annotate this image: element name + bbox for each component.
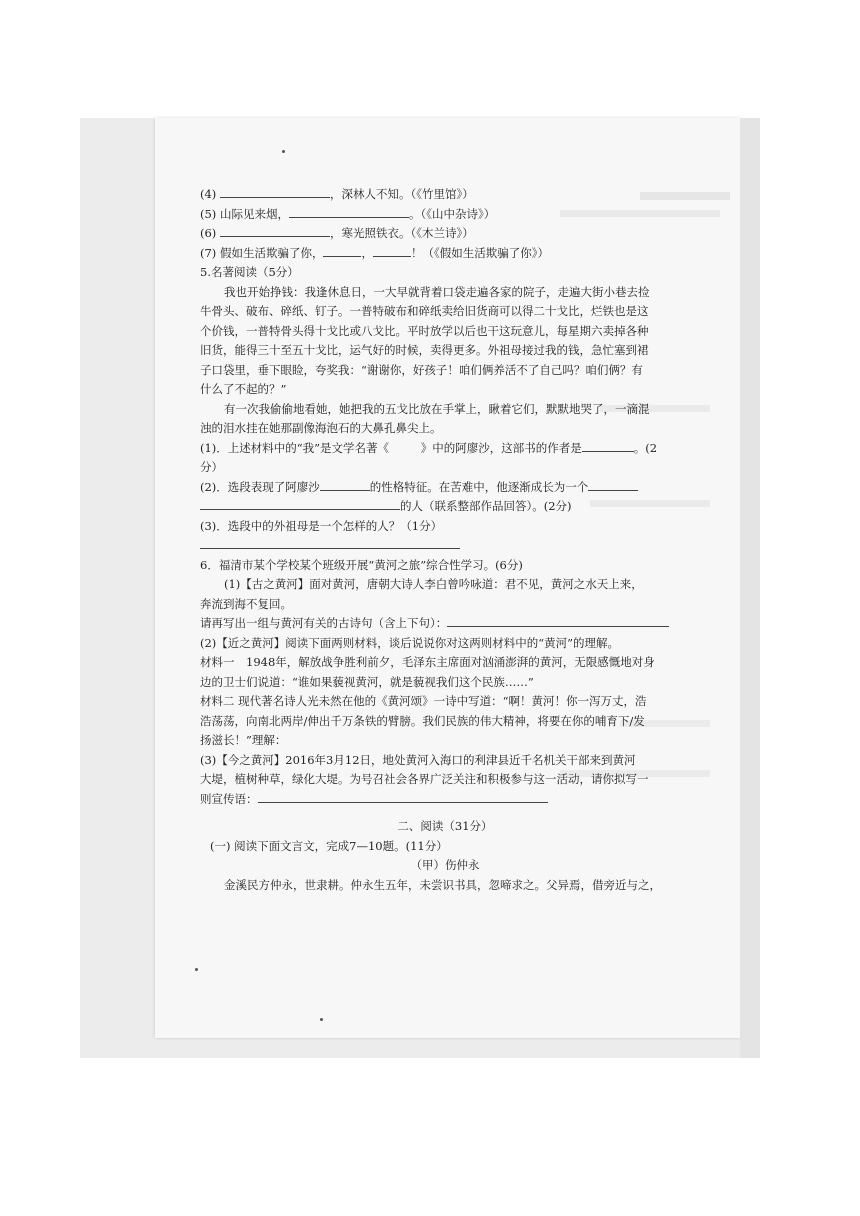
exam-content bbox=[200, 185, 690, 895]
answer-blank[interactable] bbox=[447, 614, 669, 627]
item-text: ， bbox=[361, 245, 373, 260]
fill-item-5 bbox=[200, 205, 690, 225]
answer-blank[interactable] bbox=[220, 224, 330, 237]
question-5-2 bbox=[200, 478, 690, 498]
passage-line: 子口袋里，垂下眼睑，夸奖我：“谢谢你，好孩子！咱们俩养活不了自己吗？咱们俩？有 bbox=[200, 362, 643, 377]
passage-line: 牛骨头、破布、碎纸、钉子。一普特破布和碎纸卖给旧货商可以得二十戈比，烂铁也是这 bbox=[200, 304, 649, 318]
answer-blank[interactable] bbox=[373, 244, 411, 257]
passage-line: 我也开始挣钱：我逢休息日，一大早就背着口袋走遍各家的院子，走遍大街小巷去捡 bbox=[224, 284, 650, 299]
scan-speck bbox=[282, 150, 285, 153]
passage-line: 浊的泪水挂在她那副像海泡石的大鼻孔鼻尖上。 bbox=[200, 421, 442, 435]
item-text: 山际见来烟， bbox=[219, 206, 289, 221]
question-text: 。(2 bbox=[633, 440, 658, 455]
item-text: 假如生活欺骗了你， bbox=[219, 245, 324, 260]
question-6-3-cont: 大堤，植树种草，绿化大堤。为号召社会各界广泛关注和积极参与这一活动，请你拟写一 bbox=[200, 772, 649, 786]
question-6-3: (3)【今之黄河】2016年3月12日，地处黄河入海口的利津县近千名机关干部来到黄河 bbox=[200, 752, 636, 767]
item-number: (5) bbox=[200, 206, 217, 221]
answer-blank[interactable] bbox=[200, 497, 400, 510]
passage-line: 金溪民方仲永，世隶耕。仲永生五年，未尝识书具，忽啼求之。父异焉，借旁近与之， bbox=[224, 877, 661, 892]
answer-blank[interactable] bbox=[289, 205, 409, 218]
scan-speck bbox=[320, 1018, 323, 1021]
passage-line: 旧货，能得三十至五十戈比，运气好的时候，卖得更多。外祖母接过我的钱，急忙塞到裙 bbox=[200, 343, 649, 357]
section-2-title: 二、阅读（31分） bbox=[397, 819, 493, 833]
material-2-understanding bbox=[200, 731, 690, 751]
material-2-cont: 浩荡荡，向南北两岸/伸出千万条铁的臂膀。我们民族的伟大精神，将要在你的哺育下/发 bbox=[200, 713, 645, 728]
question-6-1: (1)【古之黄河】面对黄河，唐朝大诗人李白曾吟咏道：君不见，黄河之水天上来， bbox=[224, 577, 643, 591]
item-text: 。（《山中杂诗》） bbox=[408, 206, 496, 221]
question-6-1-cont: 奔流到海不复回。 bbox=[200, 596, 292, 611]
question-text: 》中的阿廖沙，这部书的作者是 bbox=[420, 440, 582, 455]
passage-line: 有一次我偷偷地看她，她把我的五戈比放在手掌上，瞅着它们，默默地哭了，一滴混 bbox=[224, 401, 650, 416]
passage-title: （甲）伤仲永 bbox=[410, 858, 480, 872]
question-text: 的人（联系整部作品回答）。(2分) bbox=[400, 499, 572, 513]
question-text: (2)．选段表现了阿廖沙 bbox=[200, 479, 320, 494]
item-number: (4) bbox=[200, 187, 217, 201]
fill-item-7 bbox=[200, 244, 690, 264]
question-6-2: (2)【近之黄河】阅读下面两则材料，谈后说说你对这两则材料中的“黄河”的理解。 bbox=[200, 635, 620, 650]
question-5-heading: 5.名著阅读（5分） bbox=[200, 265, 299, 279]
answer-blank[interactable] bbox=[582, 439, 634, 452]
material-1: 材料一 1948年，解放战争胜利前夕，毛泽东主席面对汹涌澎湃的黄河，无限感慨地对身 bbox=[200, 655, 655, 669]
question-text: 的性格特征。在苦难中，他逐渐成长为一个 bbox=[369, 479, 589, 494]
item-text: ，深林人不知。（《竹里馆》） bbox=[329, 187, 474, 201]
answer-blank[interactable] bbox=[588, 478, 638, 491]
passage-line: 什么了不起的？” bbox=[200, 382, 287, 396]
answer-blank[interactable] bbox=[258, 790, 548, 803]
answer-blank[interactable] bbox=[320, 478, 370, 491]
item-number: (6) bbox=[200, 226, 217, 240]
material-2: 材料二 现代著名诗人光未然在他的《黄河颂》一诗中写道：“啊！黄河！你一泻万丈，浩 bbox=[200, 694, 647, 708]
paper-edge-shadow bbox=[740, 118, 760, 1058]
question-5-2-cont bbox=[200, 497, 690, 517]
question-5-1-score: 分） bbox=[200, 460, 223, 474]
question-5-3: (3)．选段中的外祖母是一个怎样的人？（1分） bbox=[200, 518, 443, 533]
item-number: (7) bbox=[200, 245, 217, 260]
material-1-cont: 边的卫士们说道：“谁如果藐视黄河，就是藐视我们这个民族……” bbox=[200, 674, 534, 689]
answer-blank[interactable] bbox=[220, 185, 330, 198]
question-text: 请再写出一组与黄河有关的古诗句（含上下句）： bbox=[200, 616, 448, 630]
question-text: (1)．上述材料中的“我”是文学名著《 bbox=[200, 440, 390, 455]
question-6-1-prompt bbox=[200, 614, 690, 634]
answer-blank[interactable] bbox=[323, 244, 361, 257]
question-6-heading: 6．福清市某个学校某个班级开展“黄河之旅”综合性学习。(6分) bbox=[200, 557, 523, 572]
question-5-1 bbox=[200, 439, 690, 459]
section-2-subheading: (一) 阅读下面文言文，完成7—10题。(11分） bbox=[210, 838, 448, 853]
item-text: ，寒光照铁衣。（《木兰诗》） bbox=[329, 226, 474, 240]
question-5-3-answer bbox=[200, 536, 690, 556]
passage-line: 个价钱，一普特骨头得十戈比或八戈比。平时放学以后也干这玩意儿，每星期六卖掉各种 bbox=[200, 323, 649, 338]
item-text: ！（《假如生活欺骗了你》） bbox=[410, 245, 549, 260]
question-text: 扬滋长！”理解： bbox=[200, 733, 287, 747]
fill-item-4 bbox=[200, 185, 690, 205]
question-6-3-prompt bbox=[200, 790, 690, 810]
scan-speck bbox=[195, 968, 198, 971]
fill-item-6 bbox=[200, 224, 690, 244]
answer-blank[interactable] bbox=[200, 536, 460, 549]
question-text: 则宣传语： bbox=[200, 791, 258, 806]
